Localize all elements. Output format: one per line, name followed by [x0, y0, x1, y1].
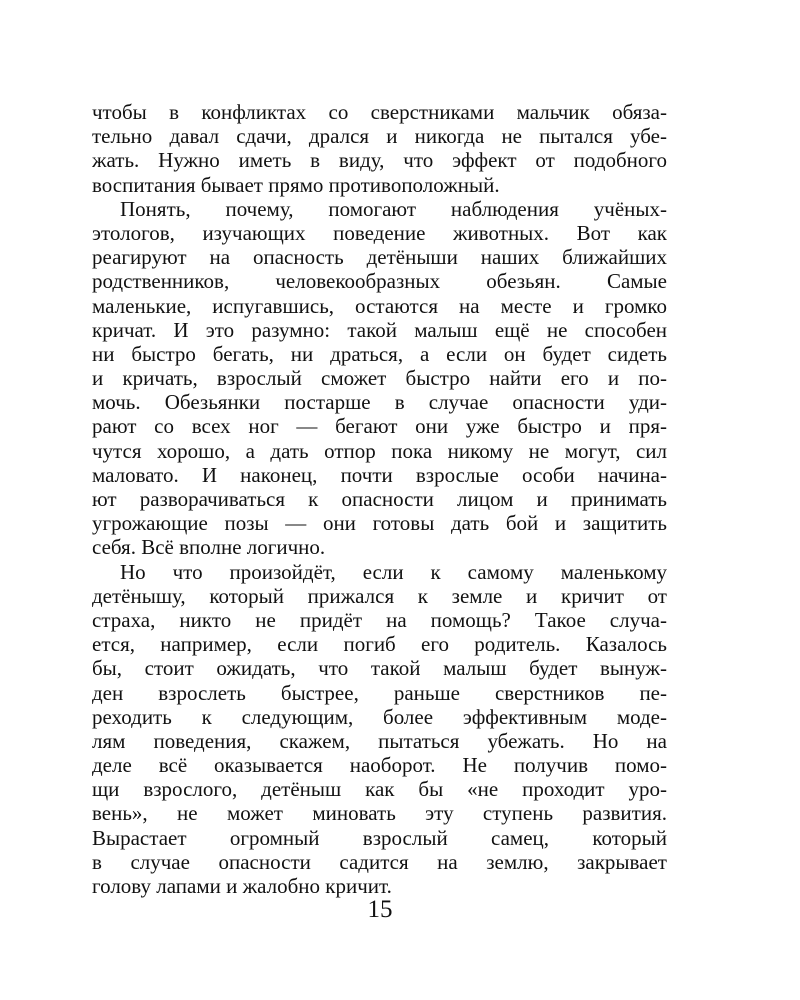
text-line: рают со всех ног — бегают они уже быстро и пря- [92, 414, 667, 439]
text-line: кричат. И это разумно: такой малыш ещё не способен [92, 317, 667, 342]
text-line: Понять, почему, помогают наблюдения учёных- [120, 196, 667, 221]
text-line: в случае опасности садится на землю, закрывает [92, 849, 667, 874]
book-page-text [92, 100, 667, 898]
paragraph-1 [92, 100, 667, 197]
text-line: тельно давал сдачи, дрался и никогда не пытался убе- [92, 124, 667, 149]
text-line: маловато. И наконец, почти взрослые особи начина- [92, 462, 667, 487]
text-line: ется, например, если погиб его родитель. Казалось [92, 632, 667, 657]
text-line: детёнышу, который прижался к земле и кричит от [92, 583, 667, 608]
text-line: голову лапами и жалобно кричит. [92, 874, 392, 898]
text-line: родственников, человекообразных обезьян. Самые [92, 269, 667, 294]
text-line: чутся хорошо, а дать отпор пока никому не могут, сил [92, 438, 667, 463]
text-line: лям поведения, скажем, пытаться убежать. Но на [92, 728, 667, 753]
text-line: и кричать, взрослый сможет быстро найти его и по- [92, 366, 667, 391]
text-line: этологов, изучающих поведение животных. Вот как [92, 220, 667, 245]
text-line: ден взрослеть быстрее, раньше сверстников пе- [92, 680, 667, 705]
text-line: Но что произойдёт, если к самому маленькому [120, 559, 667, 584]
text-line: бы, стоит ожидать, что такой малыш будет вынуж- [92, 656, 667, 681]
text-line: маленькие, испугавшись, остаются на месте и громко [92, 293, 667, 318]
text-line: страха, никто не придёт на помощь? Такое случа- [92, 607, 667, 632]
text-line: чтобы в конфликтах со сверстниками мальчик обяза- [92, 100, 667, 124]
text-line: ют разворачиваться к опасности лицом и принимать [92, 487, 667, 511]
paragraph-3 [92, 560, 667, 899]
text-line: ни быстро бегать, ни драться, а если он будет сидеть [92, 341, 667, 366]
text-line: жать. Нужно иметь в виду, что эффект от подобного [92, 148, 667, 173]
text-line: угрожающие позы — они готовы дать бой и защитить [92, 511, 667, 536]
text-line: реходить к следующим, более эффективным моде- [92, 704, 667, 729]
text-line: воспитания бывает прямо противоположный. [92, 172, 500, 197]
text-line: деле всё оказывается наоборот. Не получив помо- [92, 753, 667, 778]
paragraph-2 [92, 197, 667, 560]
text-line: мочь. Обезьянки постарше в случае опасности уди- [92, 390, 667, 415]
text-line: щи взрослого, детёныш как бы «не проходит уро- [92, 777, 667, 802]
text-line: себя. Всё вполне логично. [92, 535, 326, 560]
text-line: Вырастает огромный взрослый самец, который [92, 825, 667, 850]
text-line: реагируют на опасность детёныши наших ближайших [92, 245, 667, 270]
text-line: вень», не может миновать эту ступень развития. [92, 801, 667, 826]
page-number: 15 [367, 896, 393, 923]
